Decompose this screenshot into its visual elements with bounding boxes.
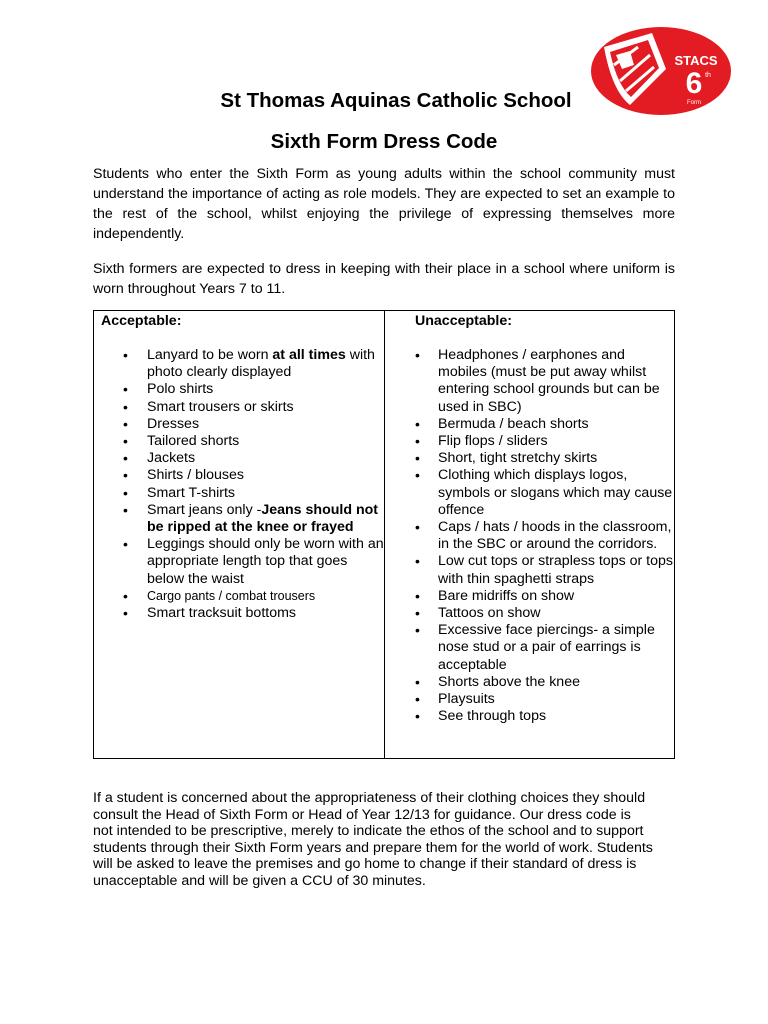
intro-paragraph-2: Sixth formers are expected to dress in keeping with their place in a school where uniform is worn throughout Years 7 to 11. (93, 261, 675, 297)
list-item: • Headphones / earphones and mobiles (must be put away whilst entering school grounds but can be used in SBC) (415, 347, 674, 416)
list-item: • Tailored shorts (101, 433, 384, 450)
list-item: • Bare midriffs on show (415, 588, 674, 605)
list-item: • Low cut tops or strapless tops or tops with thin spaghetti straps (415, 553, 674, 587)
page-title: Sixth Form Dress Code (270, 130, 498, 153)
lanyard-text-end: with photo clearly displayed (147, 347, 375, 381)
list-item: • Leggings should only be worn with an appropriate length top that goes below the waist (101, 536, 384, 588)
logo-suffix: th (705, 72, 711, 79)
acceptable-column (94, 311, 385, 758)
list-item: • Tattoos on show (415, 605, 674, 622)
unacceptable-heading: Unacceptable: (415, 313, 512, 329)
list-item: • Smart T-shirts (101, 485, 384, 502)
dress-code-table (93, 310, 675, 759)
school-name: St Thomas Aquinas Catholic School (220, 89, 572, 112)
logo-number: 6 (685, 67, 703, 100)
list-item: • Shorts above the knee (415, 674, 674, 691)
list-item: • Caps / hats / hoods in the classroom, in the SBC or around the corridors. (415, 519, 674, 553)
jeans-emphasis: Jeans should not be ripped at the knee or frayed (147, 501, 379, 536)
list-item: • Jackets (101, 450, 384, 467)
list-item: • Cargo pants / combat trousers (101, 588, 384, 605)
list-item (101, 347, 384, 381)
list-item: • Polo shirts (101, 381, 384, 398)
list-item: • Short, tight stretchy skirts (415, 450, 674, 467)
logo-text: STACS (674, 53, 718, 68)
lanyard-text: Lanyard to be worn (147, 347, 273, 363)
unacceptable-column (385, 311, 674, 758)
list-item (101, 502, 384, 536)
list-item: • Excessive face piercings- a simple nose stud or a pair of earrings is acceptable (415, 622, 674, 674)
list-item: • Smart tracksuit bottoms (101, 605, 384, 622)
logo-caption: Form (687, 100, 701, 106)
jeans-text: Smart jeans only - (147, 501, 262, 518)
list-item: • See through tops (415, 708, 674, 725)
list-item: • Dresses (101, 416, 384, 433)
intro-paragraph-1: Students who enter the Sixth Form as young adults within the school community must understand the importance of acting as role models. They are expected to set an example to the rest of the school, whilst enjoying the privilege of expressing themselves more independently. (93, 166, 675, 242)
list-item: • Flip flops / sliders (415, 433, 674, 450)
acceptable-heading: Acceptable: (101, 313, 182, 329)
list-item: • Bermuda / beach shorts (415, 416, 674, 433)
lanyard-emphasis: at all times (272, 347, 346, 363)
list-item: • Smart trousers or skirts (101, 399, 384, 416)
unacceptable-list (415, 347, 674, 725)
list-item: • Shirts / blouses (101, 467, 384, 484)
closing-paragraph: If a student is concerned about the appropriateness of their clothing choices they should consult the Head of Sixth Form or Head of Year 12/13 for guidance. Our dress code is not intended to be prescriptive, merely to indicate the ethos of the school and to support students through their Sixth Form years and prepare them for the world of work. Students will be asked to leave the premises and go home to change if their standard of dress is unacceptable and will be given a CCU of 30 minutes. (93, 790, 653, 889)
list-item: • Clothing which displays logos, symbols or slogans which may cause offence (415, 467, 674, 519)
list-item: • Playsuits (415, 691, 674, 708)
acceptable-list (101, 347, 384, 622)
